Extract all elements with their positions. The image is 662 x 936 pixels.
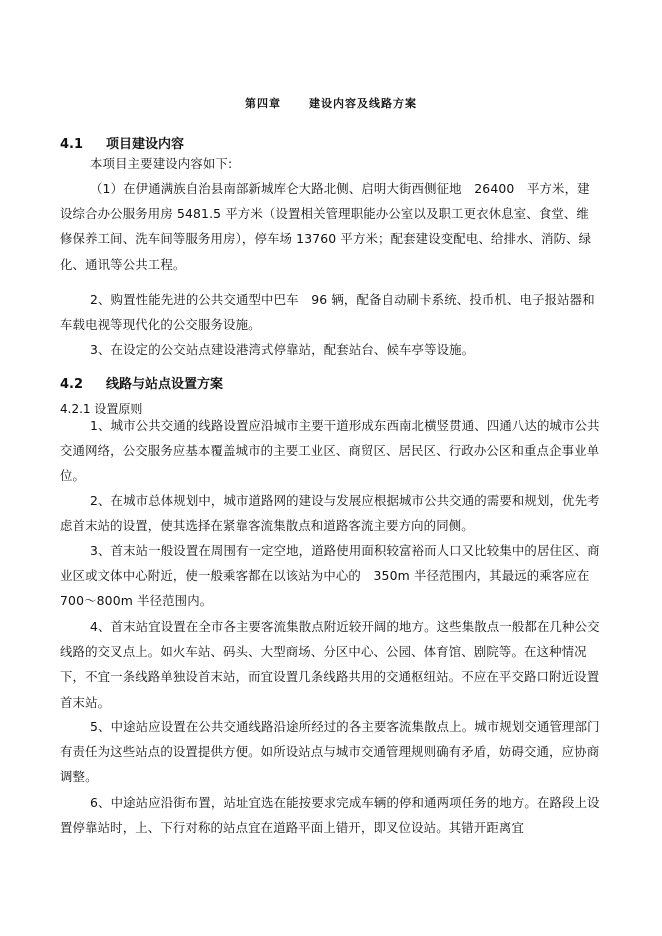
paragraph: 3、首末站一般设置在周围有一定空地，道路使用面积较富裕而人口又比较集中的居住区、商业区或文体中心附近，使一般乘客都在以该站为中心的 350m 半径范围内，其最远的乘客应在 700～800m 半径范围内。 <box>60 543 600 609</box>
section-number: 4.1 <box>60 137 84 152</box>
paragraph: （1）在伊通满族自治县南部新城库仑大路北侧、启明大街西侧征地 26400 平方米，建设综合办公服务用房 5481.5 平方米（设置相关管理职能办公室以及职工更衣休息室、食堂、维修保养工间、洗车间等服务用房），停车场 13760 平方米；配套建设变配电、给排水、消防、绿化、通讯等公共工程。 <box>60 181 592 272</box>
section-title: 线路与站点设置方案 <box>106 377 224 392</box>
paragraph: 3、在设定的公交站点建设港湾式停靠站，配套站台、候车亭等设施。 <box>90 342 475 357</box>
section-heading-4-1 <box>60 133 184 152</box>
section-heading-4-2 <box>60 373 223 392</box>
subsection-heading: 4.2.1 设置原则 <box>60 402 143 416</box>
chapter-title <box>0 95 662 111</box>
section-title: 项目建设内容 <box>106 137 185 152</box>
paragraph: 6、中途站应沿街布置，站址宜选在能按要求完成车辆的停和通两项任务的地方。在路段上设置停靠站时，上、下行对称的站点宜在道路平面上错开，即叉位设站。其错开距离宜 <box>60 795 600 836</box>
paragraph: 5、中途站应设置在公共交通线路沿途所经过的各主要客流集散点上。城市规划交通管理部门有责任为这些站点的设置提供方便。如所设站点与城市交通管理规则确有矛盾，妨碍交通，应协商调整。 <box>60 719 600 785</box>
chapter-number: 第四章 <box>245 97 281 110</box>
paragraph: 2、在城市总体规划中，城市道路网的建设与发展应根据城市公共交通的需要和规划，优先考虑首末站的设置，使其选择在紧靠客流集散点和道路客流主要方向的同侧。 <box>60 493 600 534</box>
paragraph: 2、购置性能先进的公共交通型中巴车 96 辆，配备自动刷卡系统、投币机、电子报站器和车载电视等现代化的公交服务设施。 <box>60 292 595 333</box>
section-intro: 本项目主要建设内容如下: <box>90 156 233 171</box>
section-number: 4.2 <box>60 377 84 392</box>
chapter-name: 建设内容及线路方案 <box>309 97 417 110</box>
paragraph: 4、首末站宜设置在全市各主要客流集散点附近较开阔的地方。这些集散点一般都在几种公交线路的交叉点上。如火车站、码头、大型商场、分区中心、公园、体育馆、剧院等。在这种情况下，不宜一条线路单独设首末站，而宜设置几条线路共用的交通枢纽站。不应在平交路口附近设置首末站。 <box>60 619 600 710</box>
paragraph: 1、城市公共交通的线路设置应沿城市主要干道形成东西南北横竖贯通、四通八达的城市公共交通网络，公交服务应基本覆盖城市的主要工业区、商贸区、居民区、行政办公区和重点企事业单位。 <box>60 418 600 484</box>
